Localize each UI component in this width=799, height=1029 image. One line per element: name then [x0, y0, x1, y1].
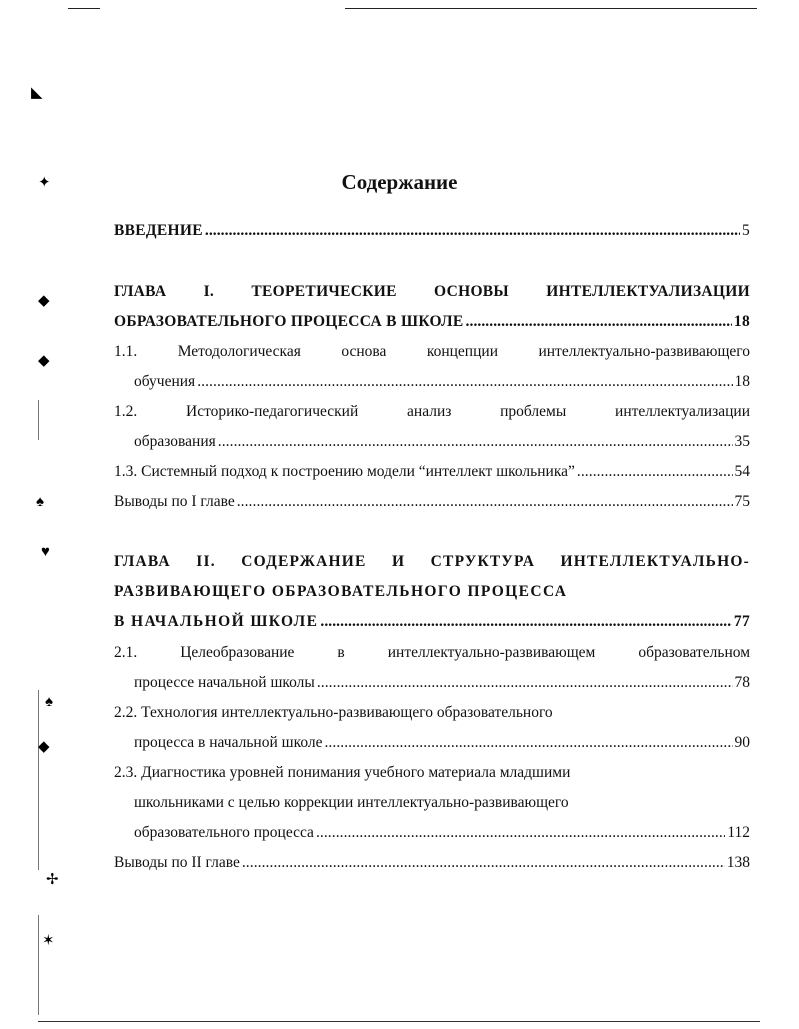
page-title: Содержание — [341, 170, 458, 194]
scan-artifact-rule — [38, 690, 39, 870]
toc-page-number: 35 — [734, 433, 750, 450]
scan-artifact-mark: ♥ — [41, 544, 50, 560]
dot-leader — [242, 851, 725, 875]
toc-label: процессе начальной школы — [134, 674, 315, 691]
chapter-2-conclusions — [114, 851, 750, 875]
scan-artifact-rule — [38, 915, 39, 1015]
toc-page-number: 77 — [733, 613, 750, 630]
toc-label: Выводы по II главе — [114, 854, 240, 871]
toc-page-number: 5 — [741, 222, 750, 239]
toc-page-number: 54 — [734, 463, 750, 480]
toc-page-number: 90 — [734, 734, 750, 751]
section-1-1-line1: 1.1. Методологическая основа концепции интеллектуально-развивающего — [114, 343, 750, 360]
toc-label: образовательного процесса — [134, 824, 314, 841]
scan-artifact-line — [38, 1021, 760, 1022]
toc-label: образования — [134, 433, 216, 450]
toc-label: ВВЕДЕНИЕ — [114, 222, 203, 239]
scan-artifact-mark: ◆ — [38, 739, 50, 755]
dot-leader — [237, 490, 733, 514]
dot-leader — [577, 460, 733, 484]
section-1-2-line2 — [134, 430, 750, 454]
section-2-1-line2 — [134, 671, 750, 695]
scan-artifact-mark: ✶ — [42, 933, 55, 949]
chapter-1-heading: ГЛАВА I. ТЕОРЕТИЧЕСКИЕ ОСНОВЫ ИНТЕЛЛЕКТУАЛИЗАЦИИ — [114, 283, 750, 300]
dot-leader — [316, 821, 725, 845]
section-2-3-line2: школьниками с целью коррекции интеллектуально-развивающего — [134, 794, 569, 811]
section-2-3-line3 — [134, 821, 750, 845]
section-1-2-line1: 1.2. Историко-педагогический анализ проблемы интеллектуализации — [114, 403, 750, 420]
toc-entry-intro — [114, 219, 750, 243]
scan-artifact-mark: ✦ — [38, 175, 51, 191]
dot-leader — [466, 310, 732, 334]
scan-artifact-line — [68, 8, 100, 9]
toc-label: В НАЧАЛЬНОЙ ШКОЛЕ — [114, 613, 319, 630]
section-1-3 — [114, 460, 750, 484]
toc-page-number: 18 — [734, 373, 750, 390]
dot-leader — [197, 370, 732, 394]
dot-leader — [218, 430, 733, 454]
toc-label: 1.3. Системный подход к построению модели “интеллект школьника” — [114, 463, 575, 480]
toc-page-number: 18 — [733, 313, 750, 330]
scan-artifact-mark: ◆ — [38, 293, 50, 309]
scan-artifact-line — [345, 8, 757, 9]
chapter-2-heading: ГЛАВА II. СОДЕРЖАНИЕ И СТРУКТУРА ИНТЕЛЛЕКТУАЛЬНО- — [114, 553, 750, 570]
dot-leader — [317, 671, 733, 695]
scan-artifact-mark: ✢ — [46, 872, 59, 888]
toc-label: обучения — [134, 373, 196, 390]
toc-label: процесса в начальной школе — [134, 734, 323, 751]
scan-artifact-mark: ♠ — [36, 494, 44, 510]
toc-page-number: 75 — [734, 493, 750, 510]
section-2-1-line1: 2.1. Целеобразование в интеллектуально-развивающем образовательном — [114, 644, 750, 661]
toc-page-number: 78 — [734, 674, 750, 691]
scan-artifact-mark: ♠ — [45, 694, 53, 710]
chapter-2-heading-end — [114, 610, 750, 634]
toc-page-number: 138 — [726, 854, 750, 871]
section-2-2-line2 — [134, 731, 750, 755]
toc-label: ОБРАЗОВАТЕЛЬНОГО ПРОЦЕССА В ШКОЛЕ — [114, 313, 464, 330]
dot-leader — [320, 610, 732, 634]
toc-label: Выводы по I главе — [114, 493, 235, 510]
section-2-3-line1: 2.3. Диагностика уровней понимания учебного материала младшими — [114, 764, 571, 781]
toc-page-number: 112 — [727, 824, 750, 841]
scan-artifact-mark: ◆ — [38, 353, 50, 369]
chapter-2-heading-line2: РАЗВИВАЮЩЕГО ОБРАЗОВАТЕЛЬНОГО ПРОЦЕССА — [114, 583, 568, 600]
scan-artifact-rule — [38, 400, 39, 440]
section-2-2-line1: 2.2. Технология интеллектуально-развивающего образовательного — [114, 704, 553, 721]
chapter-1-heading-end — [114, 310, 750, 334]
dot-leader — [324, 731, 732, 755]
dot-leader — [205, 219, 740, 243]
section-1-1-line2 — [134, 370, 750, 394]
scan-artifact-mark: ◣ — [31, 85, 43, 101]
chapter-1-conclusions — [114, 490, 750, 514]
